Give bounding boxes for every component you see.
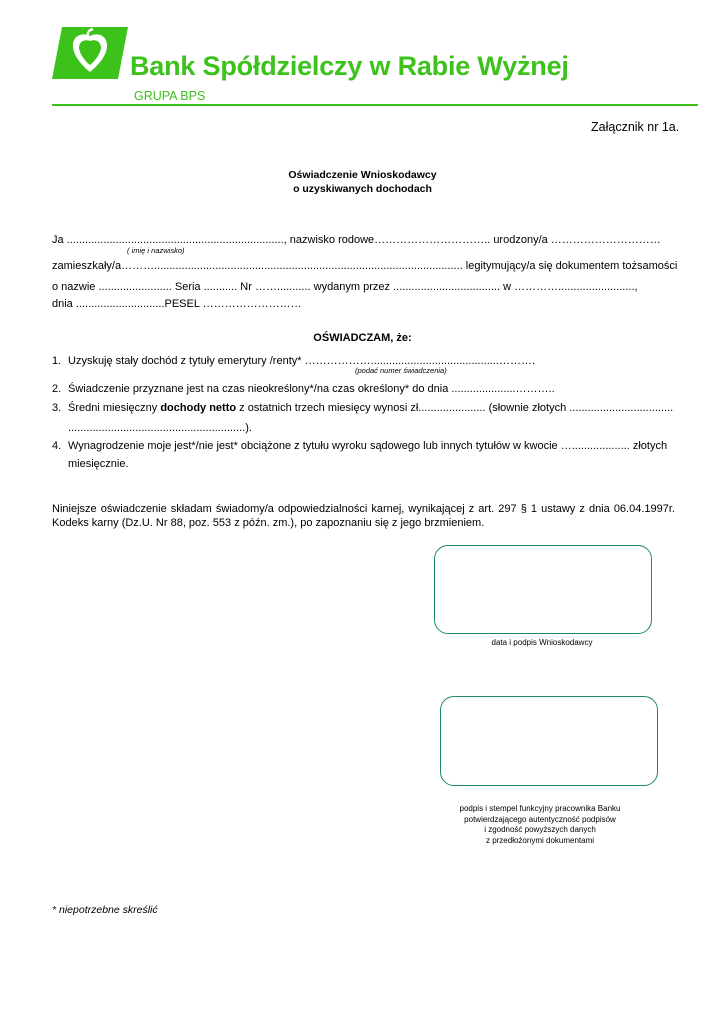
- document-subtitle: o uzyskiwanych dochodach: [293, 183, 432, 195]
- item-benefit-period: Świadczenie przyznane jest na czas nieokreślony*/na czas określony* do dnia .....................………..: [68, 383, 555, 395]
- bank-signature-label-line: i zgodność powyższych danych: [484, 825, 596, 834]
- item-net-income-continuation: ..........................................................).: [68, 422, 252, 434]
- footnote: * niepotrzebne skreślić: [52, 904, 158, 916]
- group-name: GRUPA BPS: [134, 89, 206, 103]
- item-salary-continuation: miesięcznie.: [68, 458, 129, 470]
- bank-logo-icon: [52, 27, 128, 79]
- benefit-number-caption: (podać numer świadczenia): [355, 366, 447, 375]
- declare-heading: OŚWIADCZAM, że:: [313, 332, 412, 344]
- personal-line-pesel: dnia .............................PESEL ………………………: [52, 298, 302, 310]
- name-caption: ( imię i nazwisko): [127, 246, 185, 255]
- applicant-signature-box[interactable]: [434, 545, 652, 634]
- item-salary-encumbrance: Wynagrodzenie moje jest*/nie jest* obciążone z tytułu wyroku sądowego lub innych tytułów w kwocie …................... złotych: [68, 440, 668, 452]
- item-number: 2.: [52, 383, 62, 395]
- bank-signature-label-line: potwierdzającego autentyczność podpisów: [464, 814, 616, 824]
- bank-name: Bank Spółdzielczy w Rabie Wyżnej: [130, 51, 569, 81]
- item-number: 4.: [52, 440, 62, 452]
- closing-statement: Niniejsze oświadczenie składam świadomy/a odpowiedzialności karnej, wynikającej z art. 297 § 1 ustawy z dnia 06.04.1997r. Kodeks karny (Dz.U. Nr 88, poz. 553 z późn. zm.), po zapoznaniu się z jego brzmieniem.: [52, 503, 675, 529]
- item-number: 3.: [52, 402, 62, 414]
- document-title: Oświadczenie Wnioskodawcy: [288, 169, 437, 181]
- attachment-label: Załącznik nr 1a.: [591, 120, 680, 134]
- bank-signature-box[interactable]: [440, 696, 658, 786]
- item-net-income: Średni miesięczny dochody netto z ostatnich trzech miesięcy wynosi zł...................... (słownie złotych ..................................: [68, 402, 674, 414]
- header-divider: [52, 104, 698, 106]
- personal-line-document: o nazwie ........................ Seria ........... Nr ……........... wydanym przez ................................... w ………….........................,: [52, 281, 638, 293]
- bank-signature-label-line: podpis i stempel funkcyjny pracownika Banku: [459, 804, 621, 813]
- bank-signature-label: [430, 804, 650, 846]
- item-number: 1.: [52, 355, 62, 367]
- personal-line-name: Ja ......................................................................., nazwisko rodowe………………………….. urodzony/a …………………………: [52, 234, 661, 246]
- personal-line-address: zamieszkały/a………..................................................................................................... legitymujący/a się dokumentem tożsamości: [52, 260, 678, 272]
- bank-signature-label-line: z przedłożonymi dokumentami: [485, 835, 595, 845]
- applicant-signature-label: data i podpis Wnioskodawcy: [491, 638, 593, 647]
- item-pension: Uzyskuję stały dochód z tytuły emerytury /renty* ………………..........................................……….: [68, 355, 536, 367]
